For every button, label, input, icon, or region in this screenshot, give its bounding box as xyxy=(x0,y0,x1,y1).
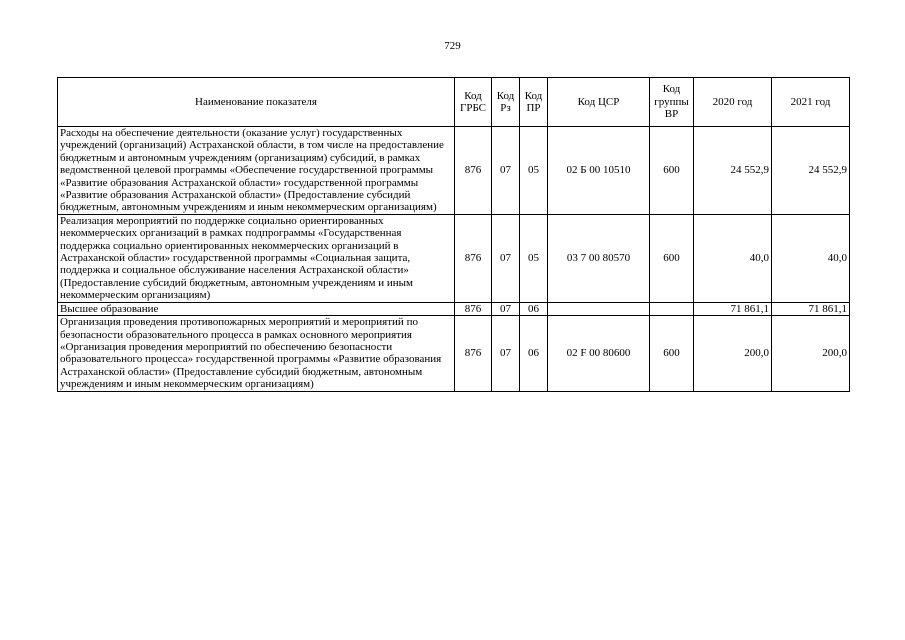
row-vr: 600 xyxy=(650,127,694,215)
header-name: Наименование показателя xyxy=(58,78,455,127)
row-pr: 05 xyxy=(520,127,548,215)
row-grbs: 876 xyxy=(455,127,492,215)
row-name: Организация проведения противопожарных мероприятий и мероприятий по безопасности образовательного процесса в рамках основного мероприятия «Организация проведения мероприятий по обеспечению безопасности образовательного процесса» государственной программы «Развитие образования Астраханской области» (Предоставление субсидий бюджетным, автономным учреждениям и иным некоммерческим организациям) xyxy=(58,316,455,391)
header-2021: 2021 год xyxy=(772,78,850,127)
row-rz: 07 xyxy=(492,316,520,391)
row-grbs: 876 xyxy=(455,214,492,302)
row-2021: 24 552,9 xyxy=(772,127,850,215)
table-row xyxy=(58,302,850,315)
row-rz: 07 xyxy=(492,302,520,315)
row-rz: 07 xyxy=(492,214,520,302)
row-grbs: 876 xyxy=(455,316,492,391)
row-csr: 03 7 00 80570 xyxy=(548,214,650,302)
header-csr: Код ЦСР xyxy=(548,78,650,127)
table-row xyxy=(58,127,850,215)
row-pr: 06 xyxy=(520,316,548,391)
row-2020: 200,0 xyxy=(694,316,772,391)
row-grbs: 876 xyxy=(455,302,492,315)
table-header-row xyxy=(58,78,850,127)
header-pr: Код ПР xyxy=(520,78,548,127)
row-csr: 02 F 00 80600 xyxy=(548,316,650,391)
row-vr: 600 xyxy=(650,316,694,391)
row-name: Реализация мероприятий по поддержке социально ориентированных некоммерческих организаций в рамках подпрограммы «Государственная поддержка социально ориентированных некоммерческих организаций в Астраханской области» государственной программы «Социальная защита, поддержка и социальное обслуживание населения Астраханской области» (Предоставление субсидий бюджетным, автономным учреждениям и иным некоммерческим организациям) xyxy=(58,214,455,302)
row-pr: 05 xyxy=(520,214,548,302)
header-2020: 2020 год xyxy=(694,78,772,127)
header-vr: Код группы ВР xyxy=(650,78,694,127)
row-rz: 07 xyxy=(492,127,520,215)
row-name: Высшее образование xyxy=(58,302,455,315)
row-csr xyxy=(548,302,650,315)
row-2020: 40,0 xyxy=(694,214,772,302)
header-rz: Код Рз xyxy=(492,78,520,127)
row-name: Расходы на обеспечение деятельности (оказание услуг) государственных учреждений (организаций) Астраханской области, в том числе на предоставление бюджетным и автономным учреждениям (организациям) субсидий, в рамках ведомственной целевой программы «Обеспечение государственной программы «Развитие образования Астраханской области» государственной программы «Развитие образования Астраханской области» (Предоставление субсидий бюджетным, автономным учреждениям и иным некоммерческим организациям) xyxy=(58,127,455,215)
row-csr: 02 Б 00 10510 xyxy=(548,127,650,215)
row-2021: 71 861,1 xyxy=(772,302,850,315)
row-2020: 71 861,1 xyxy=(694,302,772,315)
row-pr: 06 xyxy=(520,302,548,315)
budget-table xyxy=(57,77,850,392)
table-row xyxy=(58,316,850,391)
row-2020: 24 552,9 xyxy=(694,127,772,215)
row-vr: 600 xyxy=(650,214,694,302)
page-number: 729 xyxy=(444,40,461,52)
row-2021: 200,0 xyxy=(772,316,850,391)
table-row xyxy=(58,214,850,302)
header-grbs: Код ГРБС xyxy=(455,78,492,127)
row-vr xyxy=(650,302,694,315)
row-2021: 40,0 xyxy=(772,214,850,302)
